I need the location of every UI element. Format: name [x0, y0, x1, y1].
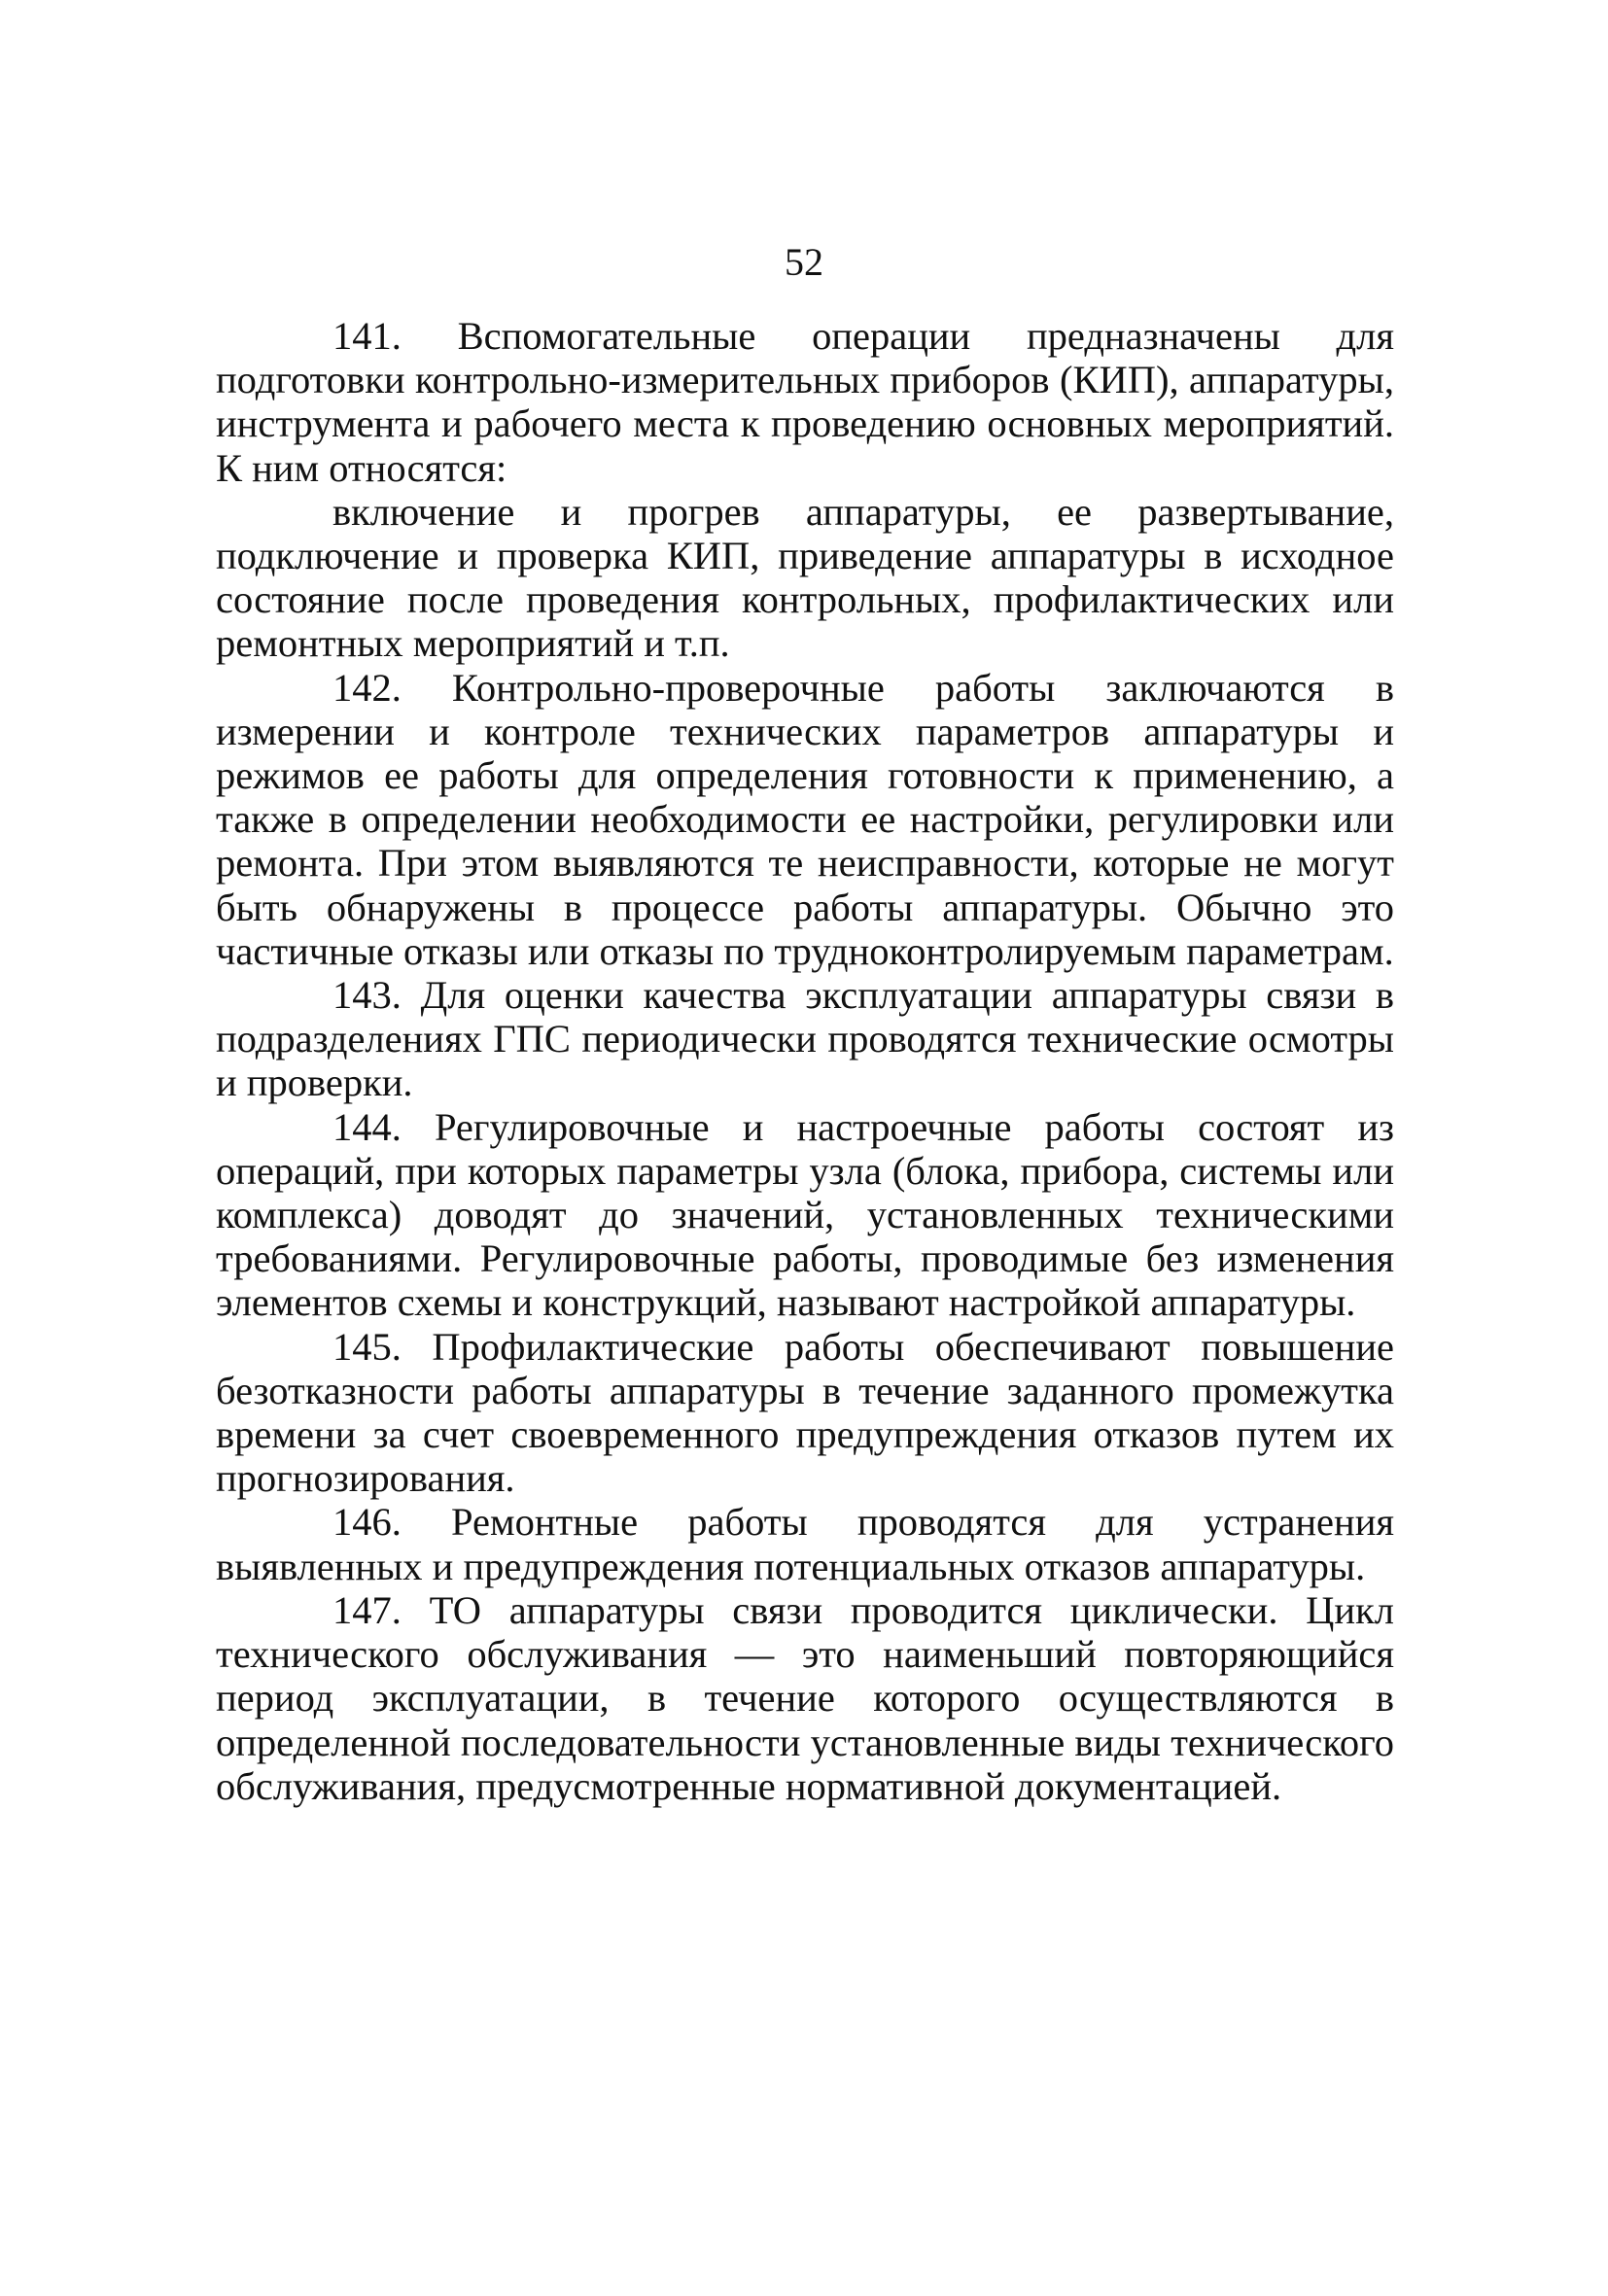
paragraph-141-list: включение и прогрев аппаратуры, ее развертывание, подключение и проверка КИП, приведение аппаратуры в исходное состояние после проведения контрольных, профилактических или ремонтных мероприятий и т.п.: [216, 489, 1394, 666]
paragraph-145: 145. Профилактические работы обеспечивают повышение безотказности работы аппаратуры в течение заданного промежутка времени за счет своевременного предупреждения отказов путем их прогнозирования.: [216, 1324, 1394, 1501]
paragraph-143: 143. Для оценки качества эксплуатации аппаратуры связи в подразделениях ГПС периодически проводятся технические осмотры и проверки.: [216, 973, 1394, 1105]
paragraph-142: 142. Контрольно-проверочные работы заключаются в измерении и контроле технических параметров аппаратуры и режимов ее работы для определения готовности к применению, а также в определении необходимости ее настройки, регулировки или ремонта. При этом выявляются те неисправности, которые не могут быть обнаружены в процессе работы аппаратуры. Обычно это частичные отказы или отказы по трудноконтролируемым параметрам.: [216, 665, 1394, 973]
paragraph-141: 141. Вспомогательные операции предназначены для подготовки контрольно-измерительных приборов (КИП), аппаратуры, инструмента и рабочего места к проведению основных мероприятий. К ним относятся:: [216, 314, 1394, 490]
document-text: [216, 314, 1394, 1808]
paragraph-146: 146. Ремонтные работы проводятся для устранения выявленных и предупреждения потенциальных отказов аппаратуры.: [216, 1500, 1394, 1588]
paragraph-147: 147. ТО аппаратуры связи проводится циклически. Цикл технического обслуживания — это наименьший повторяющийся период эксплуатации, в течение которого осуществляются в определенной последовательности установленные виды технического обслуживания, предусмотренные нормативной документацией.: [216, 1587, 1394, 1808]
page-number: 52: [785, 240, 823, 284]
paragraph-144: 144. Регулировочные и настроечные работы состоят из операций, при которых параметры узла (блока, прибора, системы или комплекса) доводят до значений, установленных техническими требованиями. Регулировочные работы, проводимые без изменения элементов схемы и конструкций, называют настройкой аппаратуры.: [216, 1104, 1394, 1325]
